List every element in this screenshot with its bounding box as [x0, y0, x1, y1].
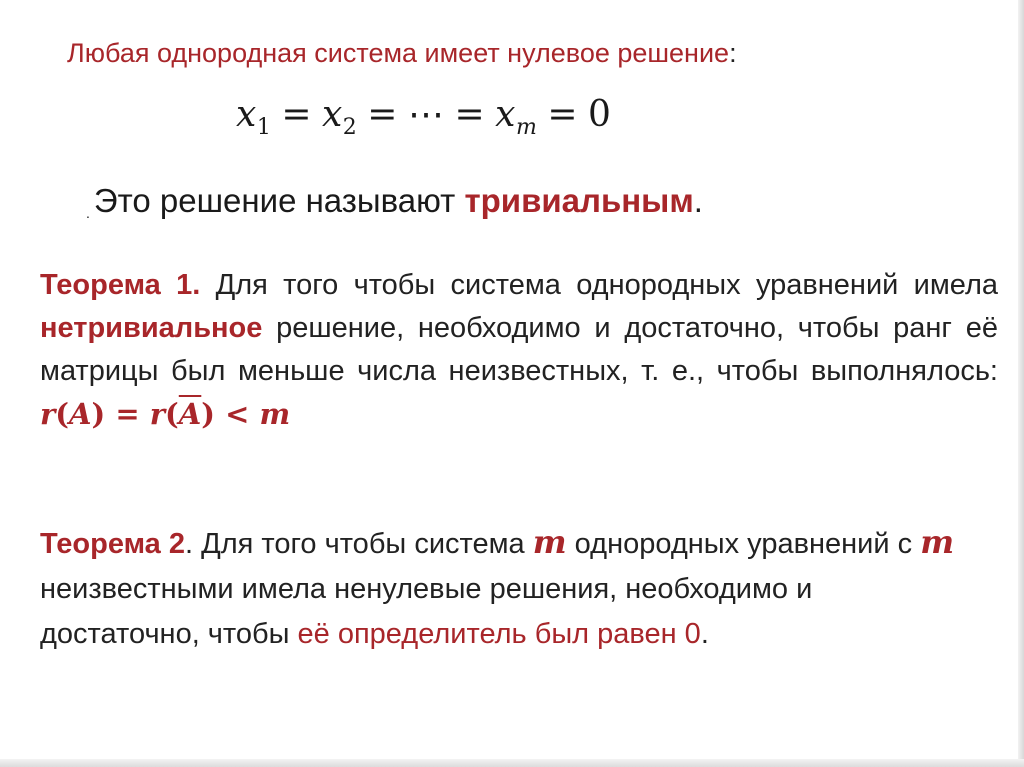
- theorem-2: [40, 520, 980, 657]
- formula-zero: 0: [588, 94, 612, 135]
- theorem-1-text-1: Для того чтобы система однородных уравнений имела: [200, 269, 998, 301]
- theorem-2-var-m-1: m: [532, 523, 567, 561]
- formula-var-x1: x: [236, 94, 257, 135]
- math-lparen-2: (: [165, 397, 179, 431]
- math-rparen-1: ): [91, 397, 106, 431]
- theorem-2-text-1: Для того чтобы система: [193, 528, 533, 560]
- math-r-2: r: [149, 397, 166, 431]
- theorem-2-label-dot: .: [184, 528, 194, 560]
- rank-condition-formula: [40, 397, 290, 431]
- intro-statement: [67, 38, 737, 69]
- math-A: A: [69, 397, 92, 431]
- math-m: m: [259, 397, 291, 431]
- theorem-2-determinant-condition: её определитель был равен 0: [297, 618, 701, 650]
- trivial-bullet-dot: .: [86, 205, 90, 221]
- formula-sub-m: m: [515, 115, 538, 140]
- formula-var-xm: x: [495, 94, 516, 135]
- formula-var-x2: x: [321, 94, 343, 135]
- trivial-text: Это решение называют: [93, 182, 465, 219]
- theorem-2-var-m-2: m: [920, 523, 955, 561]
- trivial-statement: [86, 182, 703, 221]
- formula-eq-1: =: [281, 94, 312, 135]
- formula-sub-1: 1: [256, 115, 272, 140]
- formula-eq-3: =: [454, 94, 486, 135]
- theorem-1-label: Теорема 1.: [40, 269, 201, 301]
- math-lt: <: [215, 397, 260, 431]
- trivial-end: .: [693, 182, 703, 219]
- trivial-highlight: тривиальным: [464, 182, 694, 219]
- formula-eq-4: =: [547, 94, 578, 135]
- math-A-bar: $\overline{A}$: [178, 397, 202, 431]
- theorem-2-label: Теорема 2: [40, 528, 185, 560]
- math-r-1: r: [40, 397, 56, 431]
- intro-colon: :: [729, 38, 737, 68]
- math-rparen-2: ): [201, 397, 216, 431]
- slide-right-shadow: [1018, 0, 1024, 767]
- math-eq: =: [105, 397, 150, 431]
- math-lparen-1: (: [55, 397, 70, 431]
- formula-dots: ⋯: [407, 94, 445, 135]
- theorem-2-end: .: [700, 618, 709, 650]
- trivial-solution-formula: [236, 94, 612, 140]
- slide-bottom-shadow: [0, 759, 1024, 767]
- theorem-2-text-2: однородных уравнений с: [566, 528, 921, 560]
- theorem-1: [40, 264, 998, 437]
- formula-eq-2: =: [367, 94, 398, 135]
- theorem-2-text-3: неизвестными имела ненулевые решения, необходимо и достаточно, чтобы: [40, 573, 813, 650]
- intro-text: Любая однородная система имеет нулевое решение: [67, 38, 730, 68]
- theorem-1-highlight: нетривиальное: [40, 312, 263, 344]
- formula-sub-2: 2: [342, 115, 358, 140]
- theorem-1-text-2: решение, необходимо и достаточно, чтобы ранг её матрицы был меньше числа неизвестных, т. е., чтобы выполнялось:: [40, 312, 998, 387]
